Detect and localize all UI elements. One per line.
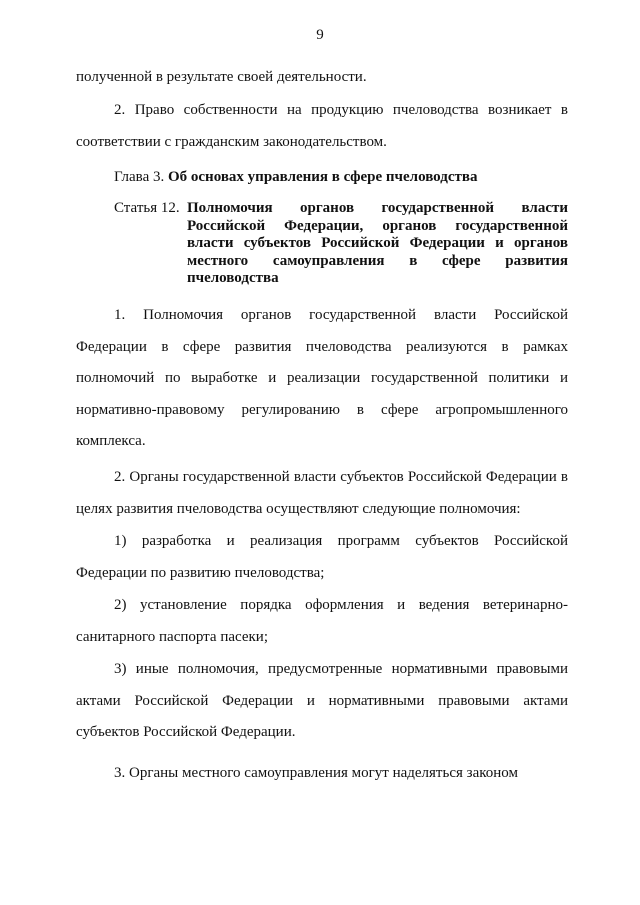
paragraph-regional-powers: 2. Органы государственной власти субъектов Российской Федерации в целях развития пчеловодства осуществляют следующие полномочия: — [76, 469, 568, 517]
list-item-2: 2) установление порядка оформления и ведения ветеринарно-санитарного паспорта пасеки; — [76, 597, 568, 645]
paragraph-federal-powers: 1. Полномочия органов государственной власти Российской Федерации в сфере развития пчеловодства реализуются в рамках полномочий по выработке и реализации государственной политики и нормативно-правовому регулированию в сфере агропромышленного комплекса. — [76, 307, 568, 449]
list-item-3: 3) иные полномочия, предусмотренные нормативными правовыми актами Российской Федерации и нормативными правовыми актами субъектов Российской Федерации. — [76, 661, 568, 740]
paragraph-continuation: полученной в результате своей деятельности. — [76, 69, 367, 85]
article-title: Полномочия органов государственной власти Российской Федерации, органов государственной власти субъектов Российской Федерации и органов местного самоуправления в сфере развития пчеловодства — [187, 200, 568, 287]
page-number: 9 — [316, 27, 324, 43]
paragraph-local-government: 3. Органы местного самоуправления могут наделяться законом — [114, 765, 518, 781]
chapter-heading — [114, 165, 477, 189]
chapter-title: Об основах управления в сфере пчеловодства — [167, 169, 478, 185]
paragraph-ownership-right: 2. Право собственности на продукцию пчеловодства возникает в соответствии с гражданским законодательством. — [76, 102, 568, 150]
article-label: Статья 12. — [114, 200, 180, 216]
list-item-1: 1) разработка и реализация программ субъектов Российской Федерации по развитию пчеловодства; — [76, 533, 568, 581]
chapter-label: Глава 3. — [114, 169, 165, 185]
